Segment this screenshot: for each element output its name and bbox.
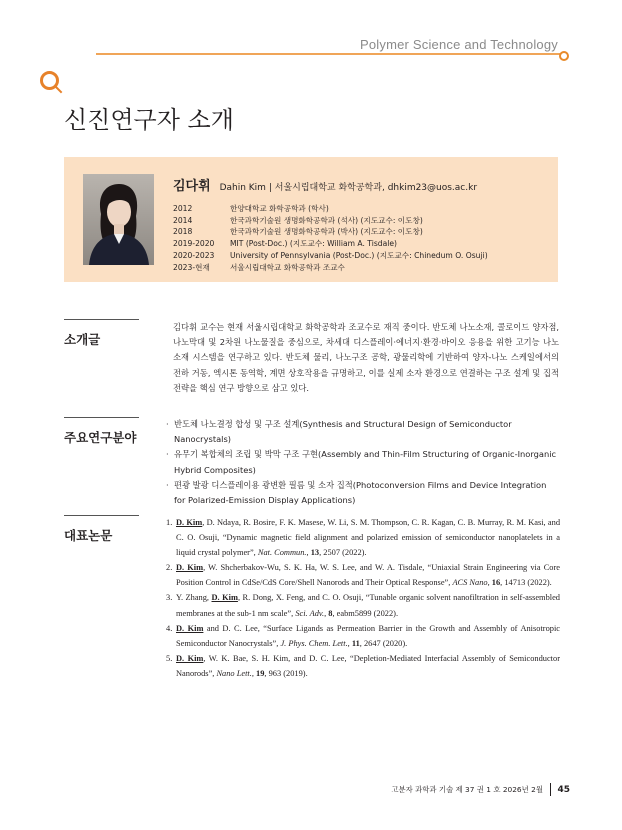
pub-rest: , D. Ndaya, R. Bosire, F. K. Masese, W. Li, S. M. Thompson, C. R. Kagan, C. B. Murray, R. M. Kasi, and C. O. Osuji, “Dynamic magnetic field alignment and polarized emission of semiconductor nanoplatelets in a liquid crystal polymer”, [176, 518, 561, 558]
pub-comma: , [251, 668, 257, 678]
pub-number: 2. [166, 563, 173, 573]
cv-row [173, 215, 488, 227]
pub-rest: , W. Shcherbakov-Wu, S. K. Ha, W. S. Lee, and W. A. Tisdale, “Uniaxial Strain Engineering via Core Position Control in CdSe/CdS Core/Shell Nanorods and Their Optical Response”, [176, 563, 560, 588]
pub-comma: , [306, 548, 311, 558]
section-title-research: 주요연구분야 [64, 430, 137, 445]
cv-text: 한양대학교 화학공학과 (학사) [230, 204, 329, 213]
pub-number: 5. [166, 653, 173, 663]
cv-text: 한국과학기술원 생명화학공학과 (박사) (지도교수: 이도창) [230, 227, 423, 237]
cv-text: MIT (Post-Doc.) (지도교수: William A. Tisdale) [230, 239, 397, 249]
pub-volume: 19 [256, 668, 265, 678]
cv-text: 한국과학기술원 생명화학공학과 (석사) (지도교수: 이도창) [230, 215, 423, 225]
pub-volume: 16 [491, 578, 501, 588]
footer-issue-info: 고분자 과학과 기술 제 37 권 1 호 2026년 2월 [391, 785, 543, 794]
pub-tail: , 2507 (2022). [319, 548, 367, 558]
title-ring-stem [55, 86, 62, 93]
affiliation: 서울시립대학교 화학공학과, [274, 183, 385, 193]
pub-number: 4. [166, 623, 173, 633]
cv-list [173, 203, 488, 273]
publication-item [166, 651, 560, 681]
portrait-illustration [83, 174, 154, 265]
pub-text [176, 651, 560, 681]
pub-number: 1. [166, 518, 173, 527]
name-separator: | [268, 183, 272, 193]
pub-comma: , [347, 638, 352, 648]
cv-year: 2018 [173, 227, 193, 237]
list-item [166, 478, 560, 508]
bullet: · [166, 419, 169, 429]
profile-name-line [173, 175, 477, 194]
cv-text: 서울시립대학교 화학공학과 조교수 [230, 262, 345, 272]
pub-author: D. Kim [176, 563, 204, 573]
pub-journal: ACS Nano [452, 578, 488, 588]
pub-rest: , R. Dong, X. Feng, and C. O. Osuji, “Tunable organic solvent nanofiltration in self-assembled membranes at the sub-1 nm scale”, [176, 593, 560, 618]
pub-tail: , 963 (2019). [264, 668, 308, 678]
journal-title: Polymer Science and Technology [360, 37, 558, 52]
header-rule [96, 53, 562, 55]
list-item [166, 417, 560, 447]
page-title: 신진연구자 소개 [64, 106, 234, 134]
pub-text [176, 621, 560, 651]
cv-row [173, 262, 488, 274]
pub-author: D. Kim [211, 593, 238, 603]
cv-year: 2020-2023 [173, 250, 215, 260]
pub-volume: 8 [328, 608, 333, 618]
cv-row [173, 203, 488, 215]
pub-text [176, 515, 560, 560]
cv-year: 2019-2020 [173, 239, 215, 249]
pub-author: D. Kim [176, 623, 204, 633]
list-item [166, 447, 560, 477]
section-title-publications: 대표논문 [64, 528, 113, 543]
pub-number: 3. [166, 593, 173, 603]
publication-item [166, 590, 560, 620]
intro-paragraph: 김다휘 교수는 현재 서울시립대학교 화학공학과 조교수로 재직 중이다. 반도체 나노소재, 콜로이드 양자점, 나노막대 및 2차원 나노물질을 중심으로, 차세대 디스플레이·에너지·환경·바이오 응용을 위한 고기능 나노소재 시스템을 연구하고 있다. 반도체 물리, 나노구조 공학, 광물리학에 기반하여 양자-나노 스케일에서의 전하 거동, 엑시톤 동역학, 계면 상호작용을 규명하고, 이를 실제 소자 환경으로 연결하는 구조 설계 및 집적 전략을 핵심 연구 방향으로 삼고 있다. [173, 322, 559, 393]
cv-year: 2014 [173, 215, 193, 225]
research-list [166, 417, 560, 508]
publication-list [166, 515, 560, 681]
pub-comma: , [487, 578, 492, 588]
pub-tail: , 14713 (2022). [500, 578, 552, 588]
bullet: · [166, 479, 169, 490]
portrait-photo [83, 174, 154, 265]
cv-text: University of Pennsylvania (Post-Doc.) (지도교수: Chinedum O. Osuji) [230, 250, 488, 260]
publication-item [166, 515, 560, 560]
pub-text [176, 590, 560, 620]
section-title-intro: 소개글 [64, 332, 101, 347]
name-korean: 김다휘 [173, 179, 211, 194]
cv-row [173, 250, 488, 262]
bullet: · [166, 449, 169, 460]
page-number: 45 [557, 784, 570, 795]
section-rule [64, 417, 139, 418]
pub-author: D. Kim [176, 653, 204, 663]
pub-journal: Sci. Adv. [295, 608, 325, 618]
pub-rest: , W. K. Bae, S. H. Kim, and D. C. Lee, “Depletion-Mediated Interfacial Assembly of Semiconductor Nanorods”, [176, 653, 560, 678]
publication-item [166, 560, 560, 590]
cv-year: 2023-현재 [173, 262, 210, 272]
section-rule [64, 319, 139, 320]
pub-journal: J. Phys. Chem. Lett. [280, 638, 348, 648]
pub-tail: , eabm5899 (2022). [332, 608, 399, 618]
header-ring-icon [559, 51, 569, 61]
pub-rest: and D. C. Lee, “Surface Ligands as Permeation Barrier in the Growth and Assembly of Anisotropic Semiconductor Nanocrystals”, [176, 623, 560, 648]
cv-row [173, 238, 488, 250]
section-rule [64, 515, 139, 516]
pub-volume: 13 [310, 548, 320, 558]
pub-journal: Nano Lett. [216, 668, 252, 678]
pub-text [176, 560, 560, 590]
research-item-text: 유무기 복합체의 조립 및 박막 구조 구현(Assembly and Thin-Film Structuring of Organic-Inorganic Hybrid Composites) [174, 449, 557, 475]
pub-journal: Nat. Commun. [257, 548, 307, 558]
name-english: Dahin Kim [219, 183, 266, 193]
cv-year: 2012 [173, 204, 193, 213]
pub-volume: 11 [351, 638, 360, 648]
research-item-text: 편광 발광 디스플레이용 광변환 필름 및 소자 집적(Photoconversion Films and Device Integration for Polarized-Emission Display Applications) [174, 479, 547, 506]
pub-tail: , 2647 (2020). [359, 638, 408, 648]
pub-comma: , [324, 608, 329, 618]
email: dhkim23@uos.ac.kr [387, 183, 478, 193]
page-footer [391, 783, 570, 796]
pub-author: D. Kim [176, 518, 203, 527]
publication-item [166, 621, 560, 651]
cv-row [173, 226, 488, 238]
pub-pre: Y. Zhang, [176, 593, 212, 603]
research-item-text: 반도체 나노결정 합성 및 구조 설계(Synthesis and Structural Design of Semiconductor Nanocrystals) [174, 419, 512, 445]
footer-divider [550, 783, 552, 796]
